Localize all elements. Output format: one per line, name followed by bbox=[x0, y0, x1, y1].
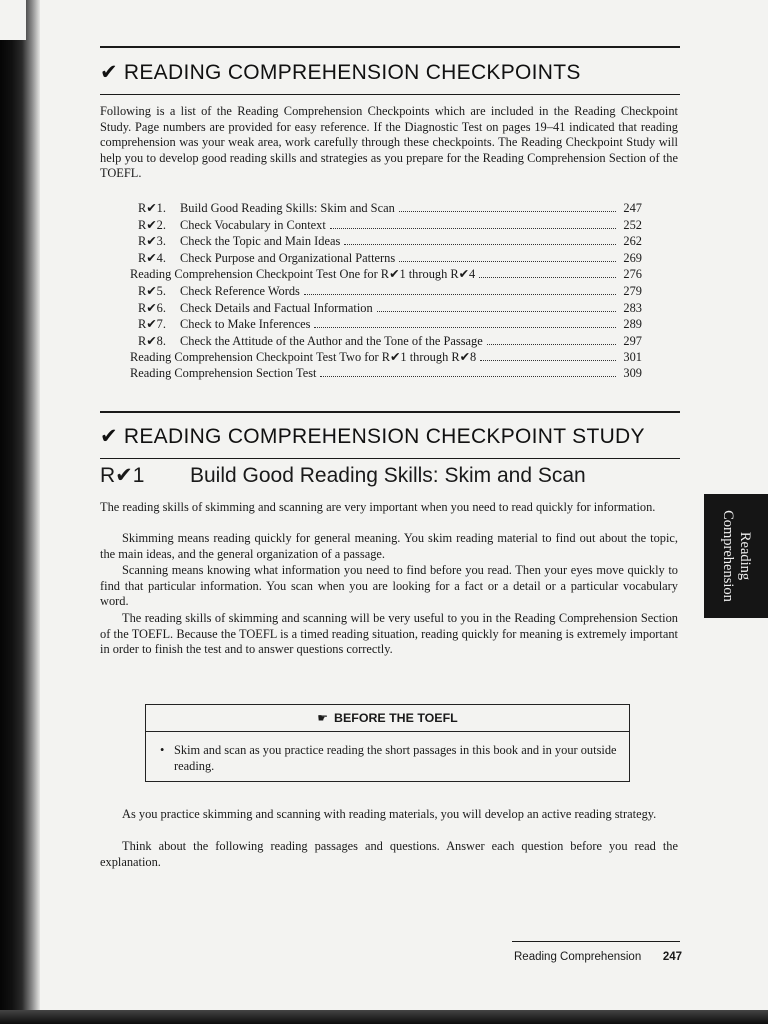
checkpoints-heading-text: READING COMPREHENSION CHECKPOINTS bbox=[123, 61, 581, 84]
dot-leader bbox=[399, 202, 616, 212]
study-heading-text: READING COMPREHENSION CHECKPOINT STUDY bbox=[123, 425, 645, 448]
checkpoint-list-title: Reading Comprehension Section Test bbox=[130, 365, 317, 380]
checkpoint-list-item bbox=[130, 300, 642, 317]
checkpoint-list-page: 252 bbox=[623, 217, 642, 232]
checkpoint-list-code: R✔4. bbox=[138, 250, 166, 265]
dot-leader bbox=[320, 367, 616, 377]
checkpoint-list-title: Check to Make Inferences bbox=[180, 317, 311, 332]
checkpoint-list-page: 301 bbox=[623, 350, 642, 365]
checkpoint-list-item bbox=[130, 250, 642, 267]
checkpoint-list-code: R✔1. bbox=[138, 201, 166, 215]
checkpoint-list-page: 269 bbox=[623, 250, 642, 265]
checkpoint-list-code: R✔3. bbox=[138, 234, 166, 249]
checkpoint-list-item bbox=[130, 283, 642, 300]
checkpoint-list-page: 276 bbox=[623, 267, 642, 282]
checkpoint-list-item bbox=[130, 349, 642, 366]
checkpoint-list-page: 309 bbox=[623, 365, 642, 380]
checkpoint-list-title: Check the Attitude of the Author and the Tone of the Passage bbox=[180, 333, 483, 348]
checkpoint-list-title: Reading Comprehension Checkpoint Test One for R✔1 through R✔4 bbox=[130, 267, 476, 282]
checkpoint-list-item bbox=[130, 200, 642, 217]
dot-leader bbox=[480, 351, 616, 361]
intro-paragraph: Following is a list of the Reading Comprehension Checkpoints which are included in the Reading Checkpoint Study. Page numbers are provided for easy reference. If the Diagnostic Test on pages 19–41 indicated that reading comprehension was your weak area, work carefully through these checkpoints. The Reading Checkpoint Study will help you to develop good reading skills and strategies as you prepare for the Reading Comprehension Section of the TOEFL. bbox=[100, 104, 678, 181]
checkpoint-list-title: Build Good Reading Skills: Skim and Scan bbox=[180, 201, 395, 215]
scan-spine-shadow bbox=[0, 0, 40, 1024]
checkpoint-list-title: Check Vocabulary in Context bbox=[180, 217, 326, 232]
checkpoint-list-code: R✔5. bbox=[138, 283, 166, 298]
pointing-hand-icon: ☛ bbox=[317, 711, 329, 725]
checkpoint-list-item bbox=[130, 217, 642, 234]
checkpoint-list-page: 289 bbox=[623, 317, 642, 332]
before-toefl-box bbox=[145, 704, 630, 782]
check-icon: ✔ bbox=[100, 61, 118, 84]
before-toefl-header bbox=[146, 705, 629, 732]
checkpoint-list-page: 283 bbox=[623, 300, 642, 315]
check-icon: ✔ bbox=[100, 425, 118, 448]
checkpoint-list-item bbox=[130, 266, 642, 283]
checkpoint-list-item bbox=[130, 333, 642, 350]
checkpoints-heading bbox=[100, 60, 680, 85]
dot-leader bbox=[479, 268, 616, 278]
checkpoint-list-title: Check the Topic and Main Ideas bbox=[180, 234, 341, 249]
checkpoint-list bbox=[130, 200, 642, 383]
checkpoint-list-page: 262 bbox=[623, 234, 642, 249]
top-rule bbox=[100, 46, 680, 48]
body-paragraph-2: Skimming means reading quickly for general meaning. You skim reading material to find out about the topic, the main ideas, and the general organization of a passage. bbox=[100, 531, 678, 561]
dot-leader bbox=[487, 335, 616, 345]
heading-underline bbox=[100, 94, 680, 95]
after-paragraph-1: As you practice skimming and scanning with reading materials, you will develop an active reading strategy. bbox=[122, 807, 657, 821]
bullet-icon: • bbox=[160, 743, 165, 757]
checkpoint-list-code: R✔2. bbox=[138, 217, 166, 232]
dot-leader bbox=[330, 219, 616, 229]
checkpoint-list-title: Reading Comprehension Checkpoint Test Two for R✔1 through R✔8 bbox=[130, 350, 477, 365]
checkpoint-list-code: R✔8. bbox=[138, 333, 166, 348]
body-paragraph-1: The reading skills of skimming and scanning are very important when you need to read quickly for information. bbox=[100, 500, 656, 514]
body-paragraph-4: The reading skills of skimming and scanning will be very useful to you in the Reading Comprehension Section of the TOEFL. Because the TOEFL is a timed reading situation, reading quickly for meaning is extremely important in order to finish the test and to answer questions correctly. bbox=[100, 611, 678, 657]
checkpoint-code: R✔1 bbox=[100, 464, 145, 487]
checkpoint-list-page: 247 bbox=[623, 201, 642, 215]
page-number: 247 bbox=[662, 951, 682, 963]
checkpoint-subtitle: Build Good Reading Skills: Skim and Scan bbox=[190, 464, 586, 487]
before-toefl-item bbox=[146, 732, 629, 774]
section-thumb-tab bbox=[704, 494, 768, 618]
dot-leader bbox=[377, 302, 616, 312]
checkpoint-list-code: R✔7. bbox=[138, 317, 166, 332]
thumb-tab-line-1: Reading bbox=[737, 531, 753, 581]
scan-spine-top-gap bbox=[0, 0, 26, 40]
footer-rule bbox=[512, 941, 680, 942]
thumb-tab-line-2: Comprehension bbox=[720, 510, 736, 602]
footer-label: Reading Comprehension bbox=[514, 951, 642, 963]
checkpoint-list-page: 297 bbox=[623, 333, 642, 348]
checkpoint-list-item bbox=[130, 316, 642, 333]
checkpoint-list-page: 279 bbox=[623, 283, 642, 298]
after-paragraph-2: Think about the following reading passages and questions. Answer each question before you read the explanation. bbox=[100, 839, 678, 869]
body-paragraph-3: Scanning means knowing what information you need to find before you read. Then your eyes move quickly to find that particular information. You scan when you are looking for a fact or a detail or a particular vocabulary word. bbox=[100, 563, 678, 609]
section2-top-rule bbox=[100, 411, 680, 413]
checkpoint-list-item bbox=[130, 366, 642, 383]
page-footer bbox=[514, 951, 682, 963]
checkpoint-list-title: Check Purpose and Organizational Patterns bbox=[180, 250, 396, 265]
before-toefl-item-text: Skim and scan as you practice reading the short passages in this book and in your outside reading. bbox=[174, 743, 617, 773]
checkpoint-subheading bbox=[100, 463, 680, 488]
dot-leader bbox=[304, 285, 616, 295]
dot-leader bbox=[314, 318, 616, 328]
checkpoint-list-item bbox=[130, 233, 642, 250]
dot-leader bbox=[399, 252, 616, 262]
section-thumb-tab-label bbox=[719, 510, 753, 602]
before-toefl-title: BEFORE THE TOEFL bbox=[334, 711, 458, 725]
study-heading bbox=[100, 424, 680, 449]
scan-bottom-shadow bbox=[0, 1010, 768, 1024]
checkpoint-list-title: Check Details and Factual Information bbox=[180, 300, 373, 315]
checkpoint-list-code: R✔6. bbox=[138, 300, 166, 315]
study-heading-underline bbox=[100, 458, 680, 459]
checkpoint-list-title: Check Reference Words bbox=[180, 283, 300, 298]
dot-leader bbox=[344, 235, 616, 245]
